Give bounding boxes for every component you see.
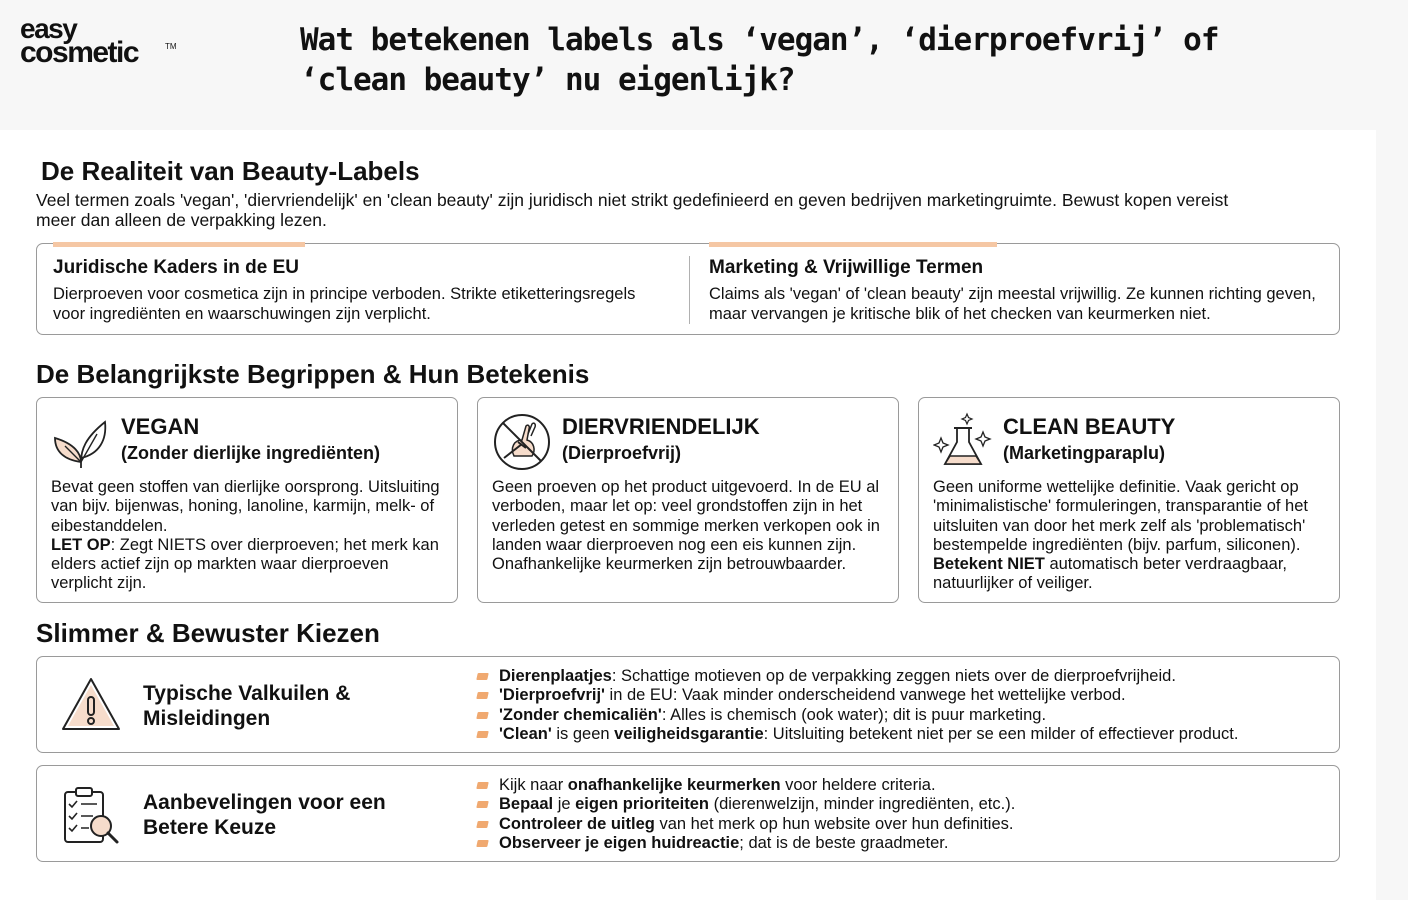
animal-friendly-subtitle: (Dierproefvrij) (562, 443, 682, 463)
vegan-title: VEGAN (121, 414, 200, 439)
recommendations-list (477, 776, 1015, 853)
list-item: Bepaal je eigen prioriteiten (dierenwelzijn, minder ingrediënten, etc.). (477, 795, 1015, 814)
marketing-terms-title: Marketing & Vrijwillige Termen (709, 257, 984, 278)
warning-icon (59, 673, 123, 737)
list-item: 'Dierproefvrij' in de EU: Vaak minder onderscheidend vanwege het wettelijke verbod. (477, 686, 1238, 705)
list-item: Dierenplaatjes: Schattige motieven op de verpakking zeggen niets over de dierproefvrijheid. (477, 667, 1238, 686)
list-item: Observeer je eigen huidreactie; dat is de beste graadmeter. (477, 834, 1015, 853)
clean-beauty-subtitle: (Marketingparaplu) (1003, 443, 1166, 463)
list-item: Kijk naar onafhankelijke keurmerken voor heldere criteria. (477, 776, 1015, 795)
pitfalls-list (477, 667, 1238, 744)
accent-bar (53, 242, 305, 247)
marketing-terms-text: Claims als 'vegan' of 'clean beauty' zijn meestal vrijwillig. Ze kunnen richting geven, maar vervangen je kritische blik of het checken van keurmerken niet. (709, 285, 1316, 323)
choose-section-title: Slimmer & Bewuster Kiezen (36, 618, 380, 648)
no-animal-testing-icon (492, 412, 552, 472)
clean-beauty-warning-label: Betekent NIET (933, 555, 1045, 574)
accent-bar (709, 242, 997, 247)
vegan-text: Bevat geen stoffen van dierlijke oorsprong. Uitsluiting van bijv. bijenwas, honing, lanoline, karmijn, melk- of eibestanddelen. (51, 478, 440, 535)
page-headline: Wat betekenen labels als ‘vegan’, ‘dierproefvrij’ of ‘clean beauty’ nu eigenlijk? (300, 22, 1219, 98)
concepts-section-title: De Belangrijkste Begrippen & Hun Betekenis (36, 359, 590, 389)
logo-line-1: easy (20, 13, 77, 44)
logo-trademark: TM (165, 42, 177, 51)
list-item: 'Zonder chemicaliën': Alles is chemisch (ook water); dit is puur marketing. (477, 706, 1238, 725)
clean-beauty-title: CLEAN BEAUTY (1003, 414, 1176, 439)
list-item: Controleer de uitleg van het merk op hun website over hun definities. (477, 815, 1015, 834)
checklist-magnifier-icon (59, 784, 123, 848)
animal-friendly-title: DIERVRIENDELIJK (562, 414, 760, 439)
top-header (0, 0, 1408, 130)
leaf-icon (51, 412, 111, 472)
vegan-card (36, 397, 458, 603)
clean-beauty-description (933, 478, 1325, 594)
brand-logo[interactable] (20, 13, 180, 69)
pitfalls-box (36, 656, 1340, 753)
list-item: 'Clean' is geen veiligheidsgarantie: Uitsluiting betekent niet per se een milder of effectiever product. (477, 725, 1238, 744)
reality-intro: Veel termen zoals 'vegan', 'diervriendelijk' en 'clean beauty' zijn juridisch niet strikt gedefinieerd en geven bedrijven marketingruimte. Bewust kopen vereist meer dan alleen de verpakking lezen. (36, 190, 1229, 230)
logo-line-2: cosmetic (20, 36, 139, 69)
clean-beauty-warning-text: automatisch beter verdraagbaar, natuurlijker of veiliger. (933, 555, 1288, 593)
vegan-warning-label: LET OP (51, 535, 111, 554)
reality-section-title: De Realiteit van Beauty-Labels (41, 156, 420, 186)
legal-framework-text: Dierproeven voor cosmetica zijn in principe verboden. Strikte etiketteringsregels voor ingrediënten en waarschuwingen zijn verplicht. (53, 285, 636, 323)
recommendations-box (36, 765, 1340, 862)
recommendations-title: Aanbevelingen voor een Betere Keuze (143, 791, 386, 839)
vegan-description (51, 478, 443, 594)
flask-sparkle-icon (933, 412, 993, 472)
vegan-warning-text: : Zegt NIETS over dierproeven; het merk kan elders actief zijn op markten waar dierproeven verplicht zijn. (51, 535, 439, 593)
legal-framework-title: Juridische Kaders in de EU (53, 257, 300, 278)
legal-marketing-box (36, 243, 1340, 335)
animal-friendly-card (477, 397, 899, 603)
column-divider (689, 256, 690, 324)
clean-beauty-text: Geen uniforme wettelijke definitie. Vaak gericht op 'minimalistische' formuleringen, transparantie of het uitsluiten van door het merk zelf als 'problematisch' bestempelde ingrediënten (bijv. parfum, siliconen). (933, 478, 1308, 554)
infographic-panel (0, 130, 1376, 900)
pitfalls-title: Typische Valkuilen & Misleidingen (143, 682, 351, 730)
clean-beauty-card (918, 397, 1340, 603)
vegan-subtitle: (Zonder dierlijke ingrediënten) (121, 443, 381, 463)
animal-friendly-description: Geen proeven op het product uitgevoerd. In de EU al verboden, maar let op: veel grondstoffen zijn in het verleden getest en sommige merken verkopen ook in landen waar dierproeven nog een eis kunnen zijn. Onafhankelijke keurmerken zijn betrouwbaarder. (492, 478, 880, 574)
